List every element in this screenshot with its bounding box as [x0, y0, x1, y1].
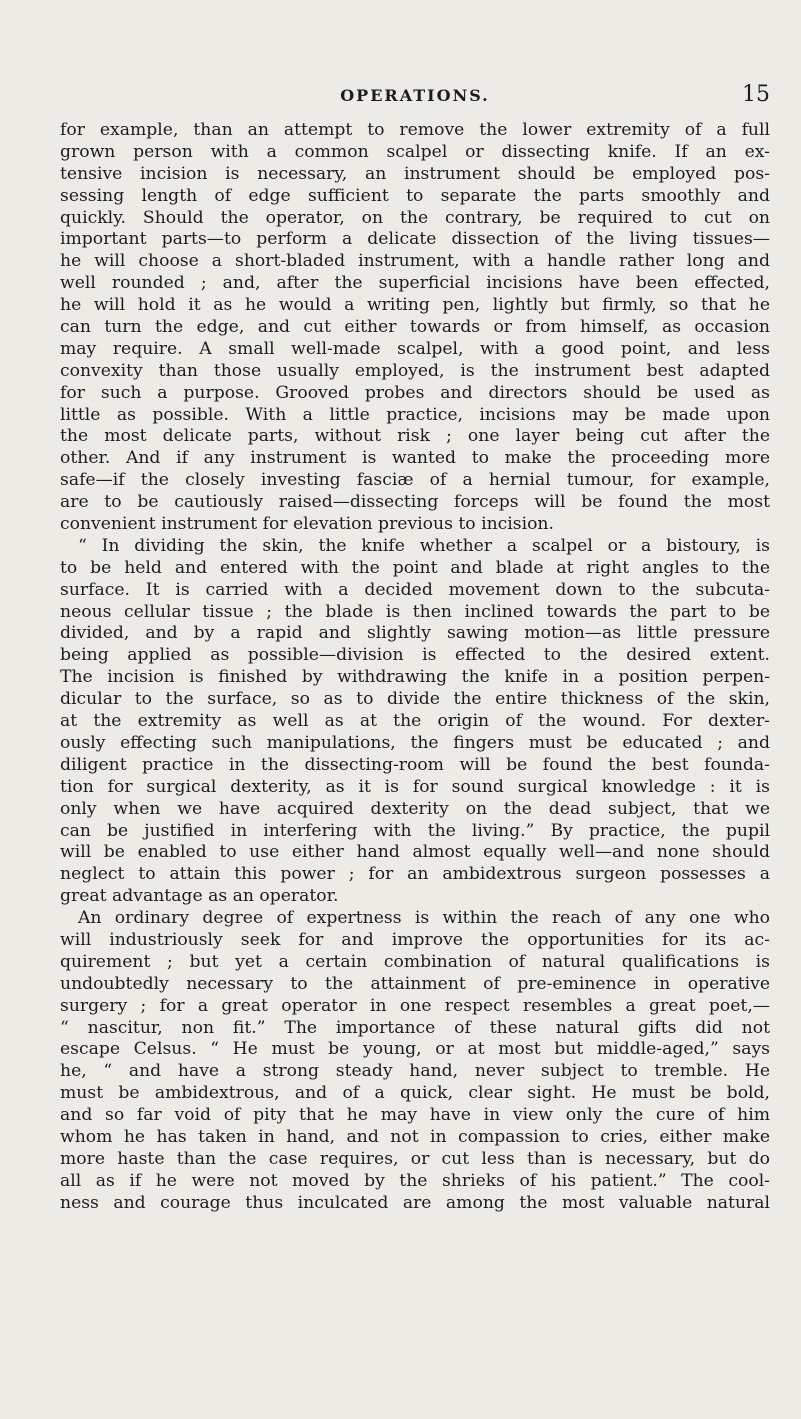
- text-line: sessing length of edge sufficient to separate the parts smoothly and: [60, 185, 770, 206]
- text-line: little as possible. With a little practice, incisions may be made upon: [60, 404, 770, 425]
- text-line: can be justified in interfering with the living.” By practice, the pupil: [60, 820, 770, 841]
- text-line: quickly. Should the operator, on the contrary, be required to cut on: [60, 207, 770, 228]
- text-line: may require. A small well-made scalpel, with a good point, and less: [60, 338, 770, 359]
- text-line: “ nascitur, non fit.” The importance of these natural gifts did not: [60, 1017, 770, 1038]
- running-title: OPERATIONS.: [340, 86, 490, 105]
- text-line: grown person with a common scalpel or dissecting knife. If an ex-: [60, 141, 770, 162]
- body-text: [60, 120, 770, 1215]
- text-line: only when we have acquired dexterity on the dead subject, that we: [60, 798, 770, 819]
- text-line: tensive incision is necessary, an instrument should be employed pos-: [60, 163, 770, 184]
- text-line: escape Celsus. “ He must be young, or at most but middle-aged,” says: [60, 1039, 770, 1060]
- text-line: he, “ and have a strong steady hand, never subject to tremble. He: [60, 1061, 770, 1082]
- text-line: ously effecting such manipulations, the fingers must be educated ; and: [60, 732, 770, 753]
- text-line: quirement ; but yet a certain combination of natural qualifications is: [60, 951, 770, 972]
- text-line: divided, and by a rapid and slightly sawing motion—as little pressure: [60, 623, 770, 644]
- text-line: surgery ; for a great operator in one respect resembles a great poet,—: [60, 995, 770, 1016]
- text-line: are to be cautiously raised—dissecting forceps will be found the most: [60, 492, 770, 513]
- text-line: The incision is finished by withdrawing the knife in a position perpen-: [60, 667, 770, 688]
- text-line: for such a purpose. Grooved probes and directors should be used as: [60, 382, 770, 403]
- text-line: neglect to attain this power ; for an ambidextrous surgeon possesses a: [60, 864, 770, 885]
- paragraph-start-line: “ In dividing the skin, the knife whether a scalpel or a bistoury, is: [78, 535, 770, 556]
- paragraph-end-line: convenient instrument for elevation previous to incision.: [60, 514, 554, 535]
- text-line: more haste than the case requires, or cut less than is necessary, but do: [60, 1148, 770, 1169]
- text-line: he will hold it as he would a writing pen, lightly but firmly, so that he: [60, 295, 770, 316]
- text-line: other. And if any instrument is wanted to make the proceeding more: [60, 448, 770, 469]
- text-line: dicular to the surface, so as to divide the entire thickness of the skin,: [60, 689, 770, 710]
- page-number: 15: [742, 82, 770, 107]
- text-line: will be enabled to use either hand almost equally well—and none should: [60, 842, 770, 863]
- text-line: being applied as possible—division is effected to the desired extent.: [60, 645, 770, 666]
- text-line: the most delicate parts, without risk ; one layer being cut after the: [60, 426, 770, 447]
- text-line: surface. It is carried with a decided movement down to the subcuta-: [60, 579, 770, 600]
- text-line: and so far void of pity that he may have in view only the cure of him: [60, 1105, 770, 1126]
- text-line: important parts—to perform a delicate dissection of the living tissues—: [60, 229, 770, 250]
- text-line: safe—if the closely investing fasciæ of a hernial tumour, for example,: [60, 470, 770, 491]
- text-line: convexity than those usually employed, is the instrument best adapted: [60, 360, 770, 381]
- page-header: [60, 82, 770, 116]
- text-line: all as if he were not moved by the shrieks of his patient.” The cool-: [60, 1170, 770, 1191]
- text-line: will industriously seek for and improve the opportunities for its ac-: [60, 929, 770, 950]
- text-line: tion for surgical dexterity, as it is for sound surgical knowledge : it is: [60, 776, 770, 797]
- text-line: must be ambidextrous, and of a quick, clear sight. He must be bold,: [60, 1083, 770, 1104]
- text-line: to be held and entered with the point and blade at right angles to the: [60, 557, 770, 578]
- text-line: diligent practice in the dissecting-room will be found the best founda-: [60, 754, 770, 775]
- text-line: neous cellular tissue ; the blade is then inclined towards the part to be: [60, 601, 770, 622]
- paragraph-start-line: An ordinary degree of expertness is within the reach of any one who: [78, 908, 770, 929]
- text-line: can turn the edge, and cut either towards or from himself, as occasion: [60, 317, 770, 338]
- text-line: ness and courage thus inculcated are among the most valuable natural: [60, 1192, 770, 1213]
- text-line: he will choose a short-bladed instrument, with a handle rather long and: [60, 251, 770, 272]
- text-line: well rounded ; and, after the superficial incisions have been effected,: [60, 273, 770, 294]
- text-line: undoubtedly necessary to the attainment of pre-eminence in operative: [60, 973, 770, 994]
- text-line: at the extremity as well as at the origin of the wound. For dexter-: [60, 711, 770, 732]
- paragraph-end-line: great advantage as an operator.: [60, 886, 339, 907]
- text-line: for example, than an attempt to remove the lower extremity of a full: [60, 120, 770, 140]
- text-line: whom he has taken in hand, and not in compassion to cries, either make: [60, 1126, 770, 1147]
